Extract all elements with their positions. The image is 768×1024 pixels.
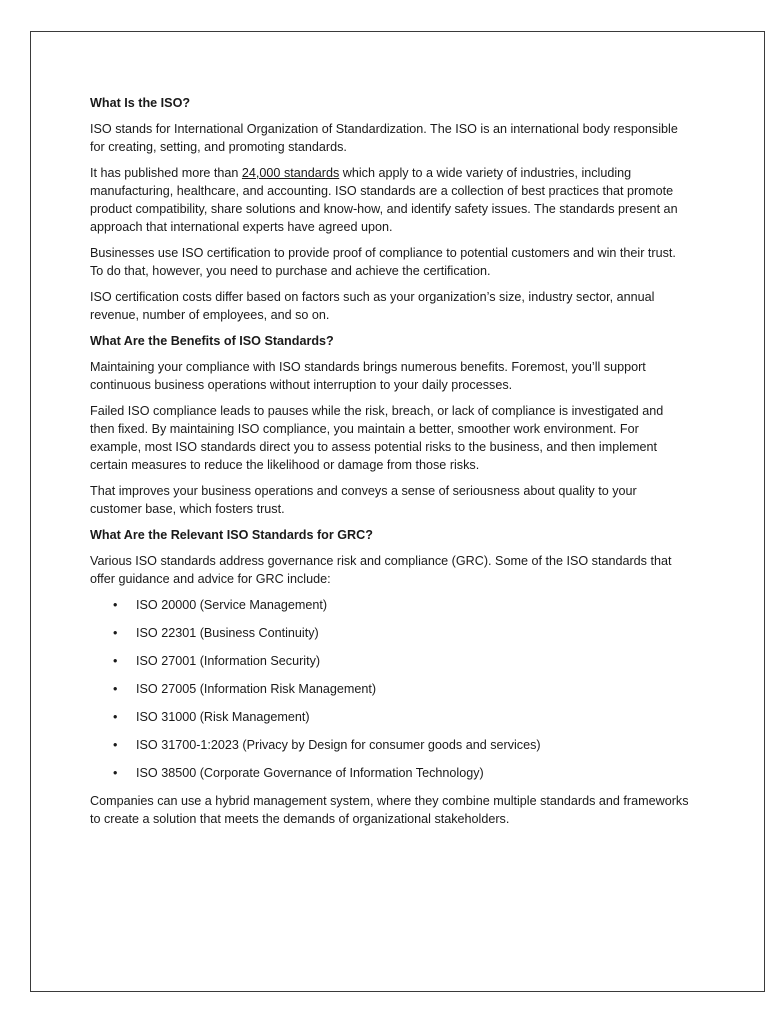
bullet-icon: • xyxy=(113,626,118,640)
bullet-icon: • xyxy=(113,682,118,696)
paragraph-text: It has published more than xyxy=(90,166,242,180)
heading-what-is-iso: What Is the ISO? xyxy=(90,96,191,110)
paragraph-text: which apply to a wide variety of industries, including manufacturing, healthcare, and accounting. ISO standards are a collection of best practices that promote product compatibility, share solutions and know-how, and identify safety issues. The standards present an approach that international experts have agreed upon. xyxy=(90,166,678,234)
list-item-text: ISO 31000 (Risk Management) xyxy=(136,710,310,724)
paragraph-failed-compliance: Failed ISO compliance leads to pauses while the risk, breach, or lack of compliance is investigated and then fixed. By maintaining ISO compliance, you maintain a better, smoother work environment. For example, most ISO standards direct you to assess potential risks to the business, and then implement certain measures to reduce the likelihood or damage from those risks. xyxy=(90,404,664,472)
list-item xyxy=(90,624,690,642)
bullet-icon: • xyxy=(113,598,118,612)
list-item xyxy=(90,736,690,754)
list-item xyxy=(90,708,690,726)
paragraph-hybrid-system: Companies can use a hybrid management system, where they combine multiple standards and frameworks to create a solution that meets the demands of organizational stakeholders. xyxy=(90,794,689,826)
list-item xyxy=(90,680,690,698)
list-item-text: ISO 38500 (Corporate Governance of Information Technology) xyxy=(136,766,484,780)
list-item xyxy=(90,596,690,614)
heading-benefits: What Are the Benefits of ISO Standards? xyxy=(90,334,334,348)
list-item-text: ISO 27005 (Information Risk Management) xyxy=(136,682,377,696)
bullet-icon: • xyxy=(113,738,118,752)
paragraph-certification-costs: ISO certification costs differ based on factors such as your organization’s size, industry sector, annual revenue, number of employees, and so on. xyxy=(90,290,655,322)
list-item-text: ISO 20000 (Service Management) xyxy=(136,598,328,612)
paragraph-grc-intro: Various ISO standards address governance risk and compliance (GRC). Some of the ISO standards that offer guidance and advice for GRC include: xyxy=(90,554,672,586)
heading-relevant-standards: What Are the Relevant ISO Standards for GRC? xyxy=(90,528,373,542)
bullet-icon: • xyxy=(113,654,118,668)
list-item-text: ISO 22301 (Business Continuity) xyxy=(136,626,319,640)
list-item xyxy=(90,764,690,782)
paragraph-benefits-intro: Maintaining your compliance with ISO standards brings numerous benefits. Foremost, you’ll support continuous business operations without interruption to your daily processes. xyxy=(90,360,646,392)
standards-link[interactable]: 24,000 standards xyxy=(241,166,340,180)
bullet-icon: • xyxy=(113,766,118,780)
document-content xyxy=(90,94,690,836)
paragraph-business-operations: That improves your business operations and conveys a sense of seriousness about quality to your customer base, which fosters trust. xyxy=(90,484,637,516)
paragraph-published-standards xyxy=(90,164,690,236)
paragraph-certification-proof: Businesses use ISO certification to provide proof of compliance to potential customers and win their trust. To do that, however, you need to purchase and achieve the certification. xyxy=(90,246,676,278)
document-page xyxy=(30,31,765,992)
list-item xyxy=(90,652,690,670)
list-item-text: ISO 27001 (Information Security) xyxy=(136,654,321,668)
standards-list xyxy=(90,596,690,782)
list-item-text: ISO 31700-1:2023 (Privacy by Design for consumer goods and services) xyxy=(136,738,541,752)
paragraph-iso-definition: ISO stands for International Organization of Standardization. The ISO is an international body responsible for creating, setting, and promoting standards. xyxy=(90,122,678,154)
bullet-icon: • xyxy=(113,710,118,724)
